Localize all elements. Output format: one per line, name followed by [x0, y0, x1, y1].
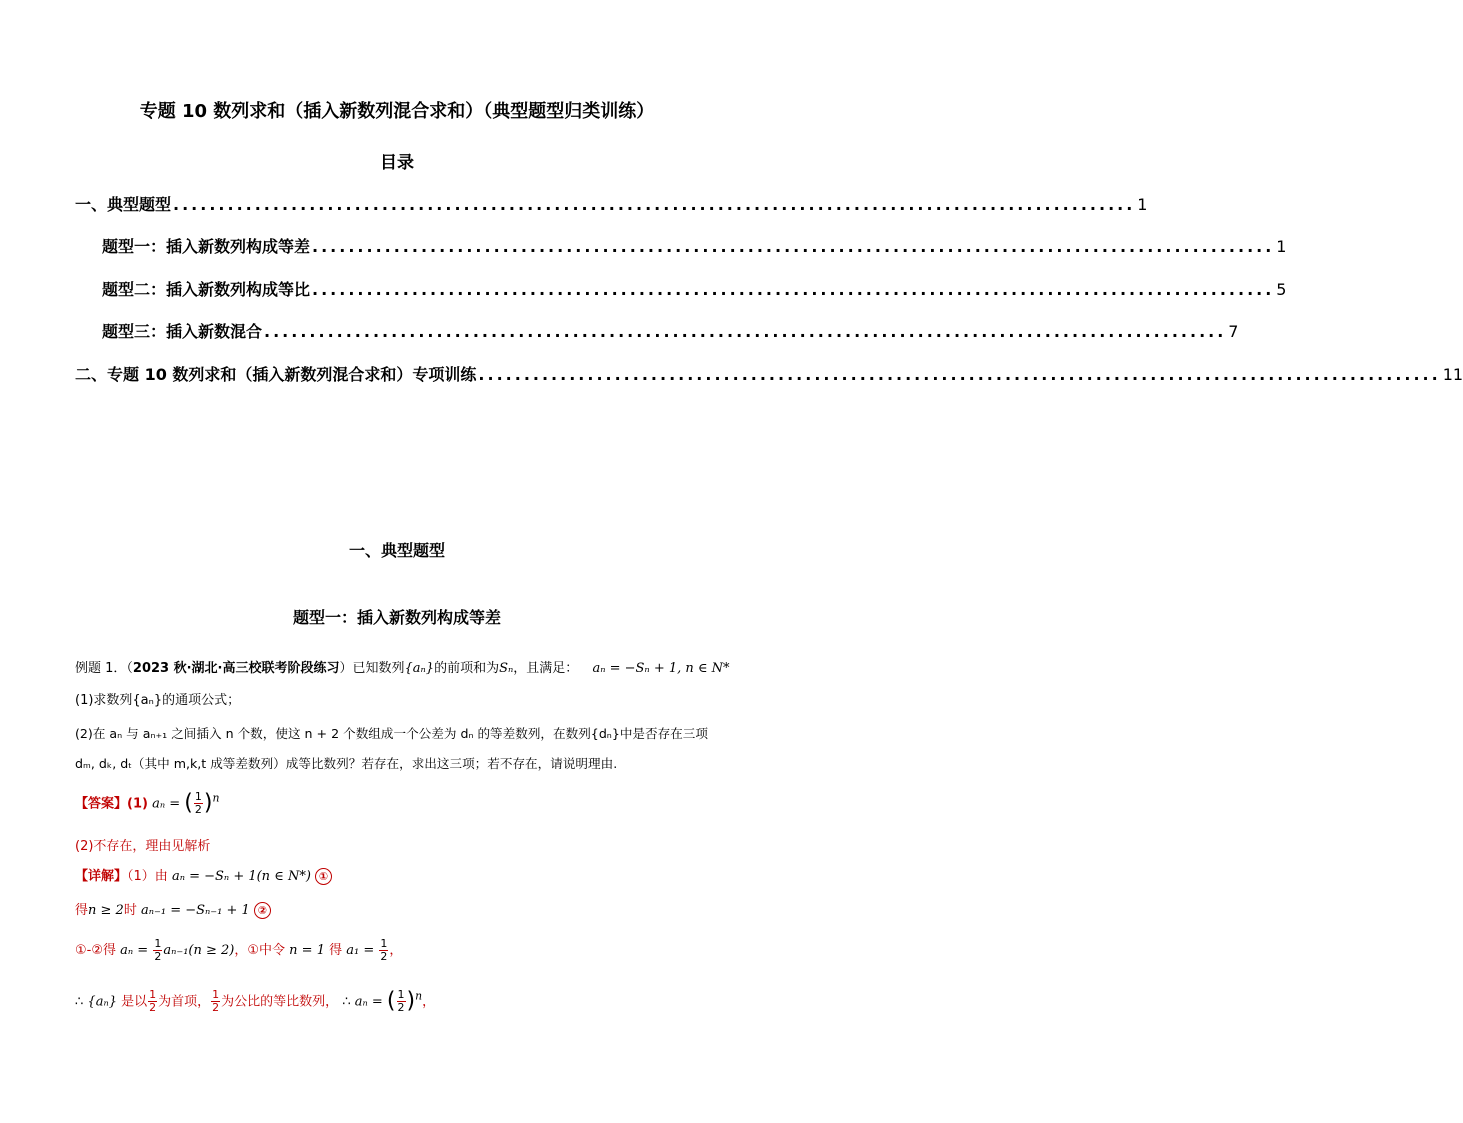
answer-math-lhs: aₙ =: [152, 796, 181, 812]
toc-entry-label: 二、专题 10 数列求和（插入新数列混合求和）专项训练: [75, 365, 477, 384]
example-text: ）已知数列: [339, 661, 405, 676]
toc-entry-type1[interactable]: [102, 234, 1287, 257]
fraction-numerator: 1: [212, 988, 220, 1002]
detail-text: 为公比的等比数列，: [221, 994, 339, 1010]
toc-entry-label: 题型三：插入新数混合: [102, 322, 263, 341]
toc-dot-leader: ..........................................................................................................: [478, 365, 1441, 384]
fraction: [397, 989, 406, 1014]
document-title: 专题 10 数列求和（插入新数列混合求和）（典型题型归类训练）: [139, 101, 655, 122]
answer-part1-prefix: (1): [127, 796, 148, 812]
example-intro: [75, 660, 730, 678]
toc-heading: 目录: [380, 153, 414, 173]
detail-text: 时: [123, 903, 137, 918]
answer-part2: (2)不存在，理由见解析: [75, 839, 211, 854]
exponent: n: [212, 792, 220, 805]
toc-dot-leader: ..........................................................................................................: [173, 195, 1136, 214]
toc-entry-page: 1: [1137, 195, 1148, 214]
toc-entry-type3[interactable]: [102, 319, 1239, 342]
detail-text: 得: [75, 903, 89, 918]
fraction-numerator: 1: [149, 988, 157, 1002]
detail-math: aₙ₋₁(n ≥ 2): [163, 943, 235, 958]
answer-line-1: [75, 790, 219, 816]
paren-close: ): [203, 790, 213, 816]
question-2-line-1: (2)在 aₙ 与 aₙ₊₁ 之间插入 n 个数，使这 n + 2 个数组成一个公差为 dₙ 的等差数列，在数列{dₙ}中是否存在三项: [75, 726, 708, 741]
fraction-numerator: 1: [194, 790, 202, 804]
fraction-numerator: 1: [154, 937, 162, 950]
fraction-denominator: 2: [149, 1001, 157, 1015]
detail-text: 是以: [121, 994, 148, 1010]
toc-entry-page: 11: [1442, 365, 1463, 384]
fraction-denominator: 2: [380, 950, 388, 963]
fraction: [148, 989, 157, 1014]
toc-entry-label: 一、典型题型: [75, 195, 172, 214]
subsection-title: 题型一：插入新数列构成等差: [292, 608, 501, 627]
detail-text: 得: [329, 943, 343, 958]
paren-open: (: [184, 790, 193, 816]
toc-entry-page: 1: [1276, 237, 1287, 256]
toc-dot-leader: ..........................................................................................................: [312, 280, 1275, 299]
toc-dot-leader: ..........................................................................................................: [264, 322, 1227, 341]
math-condition: aₙ = −Sₙ + 1, n ∈ N*: [592, 661, 730, 676]
detail-text: ，: [389, 943, 403, 958]
circled-number-2: ②: [254, 902, 271, 919]
toc-entry-label: 题型一：插入新数列构成等差: [102, 237, 311, 256]
fraction-denominator: 2: [154, 950, 162, 963]
fraction: [194, 791, 203, 816]
paren-close: ): [406, 988, 416, 1014]
fraction: [379, 938, 388, 963]
therefore-symbol: ∴: [342, 994, 351, 1010]
detail-text: 为首项，: [158, 994, 211, 1010]
example-source: 2023 秋·湖北·高三校联考阶段练习: [132, 661, 340, 676]
section-title: 一、典型题型: [348, 541, 445, 560]
detail-line-1: [75, 868, 332, 886]
answer-label: 【答案】: [75, 796, 128, 812]
fraction-denominator: 2: [397, 1001, 405, 1015]
question-2-line-2: dₘ, dₖ, dₜ（其中 m,k,t 成等差数列）成等比数列？若存在，求出这三项；若不存在，请说明理由.: [75, 756, 618, 771]
circled-number-1: ①: [315, 868, 332, 885]
detail-text: （1）由: [127, 869, 168, 884]
example-label: 例题 1．（: [75, 661, 133, 676]
detail-line-2: [75, 902, 271, 920]
detail-math: aₙ =: [354, 994, 383, 1010]
toc-entry-training[interactable]: [75, 362, 1463, 385]
fraction-denominator: 2: [194, 803, 202, 817]
therefore-symbol: ∴: [75, 994, 84, 1010]
paren-open: (: [386, 988, 396, 1014]
fraction-denominator: 2: [212, 1001, 220, 1015]
toc-dot-leader: ..........................................................................................................: [312, 237, 1275, 256]
detail-line-3: [75, 938, 402, 963]
detail-math: aₙ = −Sₙ + 1(n ∈ N*): [171, 869, 311, 884]
fraction: [211, 989, 220, 1014]
detail-math: a₁ =: [346, 943, 375, 958]
detail-label: 【详解】: [75, 869, 128, 884]
detail-text: ，①中令: [234, 943, 286, 958]
example-text: ，且满足：: [513, 661, 579, 676]
toc-entry-page: 7: [1228, 322, 1239, 341]
toc-entry-typical[interactable]: [75, 192, 1148, 215]
toc-entry-type2[interactable]: [102, 277, 1287, 300]
toc-entry-label: 题型二：插入新数列构成等比: [102, 280, 311, 299]
toc-entry-page: 5: [1276, 280, 1287, 299]
detail-math: aₙ₋₁ = −Sₙ₋₁ + 1: [140, 903, 250, 918]
exponent: n: [415, 990, 423, 1003]
fraction: [153, 938, 162, 963]
detail-text: ①-②得: [75, 943, 116, 958]
detail-math: n ≥ 2: [88, 903, 124, 918]
detail-math: {aₙ}: [87, 994, 117, 1010]
fraction-numerator: 1: [397, 988, 405, 1002]
detail-line-4: [75, 988, 435, 1014]
detail-math: n = 1: [289, 943, 325, 958]
math-s-n: Sₙ: [499, 661, 514, 676]
example-text: 的前项和为: [434, 661, 500, 676]
fraction-numerator: 1: [380, 937, 388, 950]
detail-text: ，: [422, 994, 436, 1010]
detail-math: aₙ =: [120, 943, 149, 958]
question-1: (1)求数列{aₙ}的通项公式；: [75, 693, 241, 708]
math-seq-a: {aₙ}: [404, 661, 435, 676]
